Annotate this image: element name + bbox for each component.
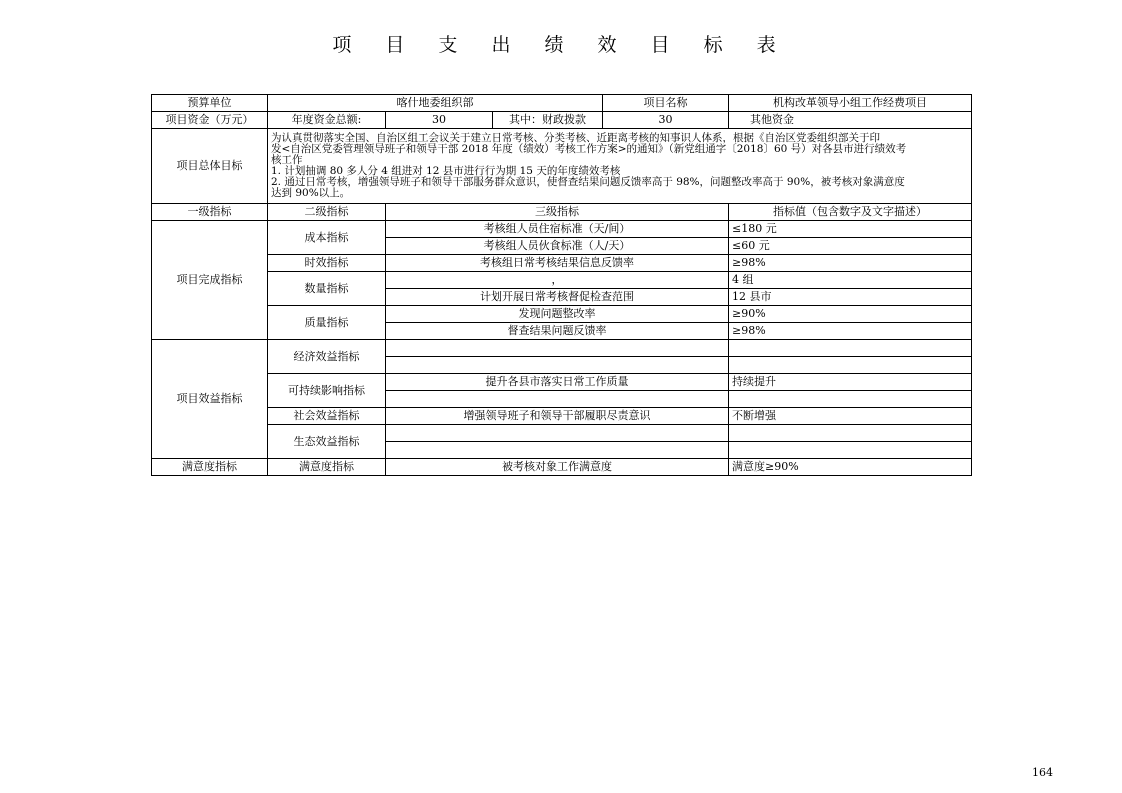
table-row	[152, 425, 972, 442]
level3-header: 三级指标	[386, 204, 729, 221]
indicator-cell: 考核组日常考核结果信息反馈率	[386, 255, 729, 272]
indicator-cell	[386, 340, 729, 357]
table-row	[152, 408, 972, 425]
value-cell	[729, 340, 972, 357]
table-row	[152, 306, 972, 323]
annual-total-label: 年度资金总额:	[268, 112, 386, 129]
indicator-cell	[386, 442, 729, 459]
value-cell: ≤180 元	[729, 221, 972, 238]
value-header: 指标值（包含数字及文字描述）	[729, 204, 972, 221]
table-row	[152, 272, 972, 289]
funds-label: 项目资金（万元）	[152, 112, 268, 129]
indicator-cell: 计划开展日常考核督促检查范围	[386, 289, 729, 306]
satisfaction-row	[152, 459, 972, 476]
ecological-label: 生态效益指标	[268, 425, 386, 459]
table-row	[152, 374, 972, 391]
satisfaction-value: 满意度≥90%	[729, 459, 972, 476]
annual-total-value: 30	[386, 112, 493, 129]
quantity-label: 数量指标	[268, 272, 386, 306]
fiscal-value: 30	[603, 112, 729, 129]
project-name-label: 项目名称	[603, 95, 729, 112]
completion-label: 项目完成指标	[152, 221, 268, 340]
indicator-cell: 发现问题整改率	[386, 306, 729, 323]
value-cell	[729, 442, 972, 459]
project-name-value: 机构改革领导小组工作经费项目	[729, 95, 972, 112]
timeliness-label: 时效指标	[268, 255, 386, 272]
indicator-cell	[386, 425, 729, 442]
sustainable-label: 可持续影响指标	[268, 374, 386, 408]
performance-target-table	[151, 94, 972, 476]
value-cell: ≤60 元	[729, 238, 972, 255]
level1-header: 一级指标	[152, 204, 268, 221]
other-funds-cell	[729, 112, 972, 129]
goal-row	[152, 129, 972, 204]
goal-line: 发<自治区党委管理领导班子和领导干部 2018 年度（绩效）考核工作方案>的通知》（新党组通字〔2018〕60 号）对各县市进行绩效考	[271, 143, 907, 155]
value-cell: 4 组	[729, 272, 972, 289]
value-cell: 12 县市	[729, 289, 972, 306]
budget-unit-label: 预算单位	[152, 95, 268, 112]
social-label: 社会效益指标	[268, 408, 386, 425]
table-row	[152, 340, 972, 357]
goal-line: 核工作	[271, 154, 303, 166]
document-title: 项 目 支 出 绩 效 目 标 表	[332, 34, 790, 56]
benefit-label: 项目效益指标	[152, 340, 268, 459]
page-number: 164	[1032, 766, 1053, 779]
funds-row	[152, 112, 972, 129]
table-row	[152, 221, 972, 238]
indicator-cell: 督查结果问题反馈率	[386, 323, 729, 340]
indicator-cell: 考核组人员住宿标准（天/间）	[386, 221, 729, 238]
table-row	[152, 255, 972, 272]
satisfaction-level1: 满意度指标	[152, 459, 268, 476]
indicator-cell	[386, 391, 729, 408]
indicator-cell: 提升各县市落实日常工作质量	[386, 374, 729, 391]
value-cell: 不断增强	[729, 408, 972, 425]
value-cell: ≥90%	[729, 306, 972, 323]
header-row	[152, 95, 972, 112]
economic-label: 经济效益指标	[268, 340, 386, 374]
goal-line: 1. 计划抽调 80 多人分 4 组进对 12 县市进行行为期 15 天的年度绩效考核	[271, 165, 621, 177]
value-cell: 持续提升	[729, 374, 972, 391]
quality-label: 质量指标	[268, 306, 386, 340]
fiscal-label: 其中：财政拨款	[493, 112, 603, 129]
satisfaction-indicator: 被考核对象工作满意度	[386, 459, 729, 476]
satisfaction-level2: 满意度指标	[268, 459, 386, 476]
other-funds-label: 其他资金	[750, 113, 794, 126]
value-cell	[729, 357, 972, 374]
goal-label: 项目总体目标	[152, 129, 268, 204]
goal-line: 为认真贯彻落实全国、自治区组工会议关于建立日常考核、分类考核、近距离考核的知事识人体系，根据《自治区党委组织部关于印	[271, 132, 880, 144]
indicator-cell	[386, 357, 729, 374]
goal-text	[268, 129, 972, 204]
value-cell	[729, 425, 972, 442]
value-cell: ≥98%	[729, 255, 972, 272]
value-cell	[729, 391, 972, 408]
indicator-cell: ，	[386, 272, 729, 289]
budget-unit-value: 喀什地委组织部	[268, 95, 603, 112]
goal-line: 达到 90%以上。	[271, 187, 351, 199]
level2-header: 二级指标	[268, 204, 386, 221]
value-cell: ≥98%	[729, 323, 972, 340]
goal-line: 2. 通过日常考核，增强领导班子和领导干部服务群众意识，使督查结果问题反馈率高于 98%，问题整改率高于 90%，被考核对象满意度	[271, 176, 905, 188]
indicator-cell: 考核组人员伙食标准（人/天）	[386, 238, 729, 255]
indicator-cell: 增强领导班子和领导干部履职尽责意识	[386, 408, 729, 425]
cost-label: 成本指标	[268, 221, 386, 255]
column-header-row	[152, 204, 972, 221]
